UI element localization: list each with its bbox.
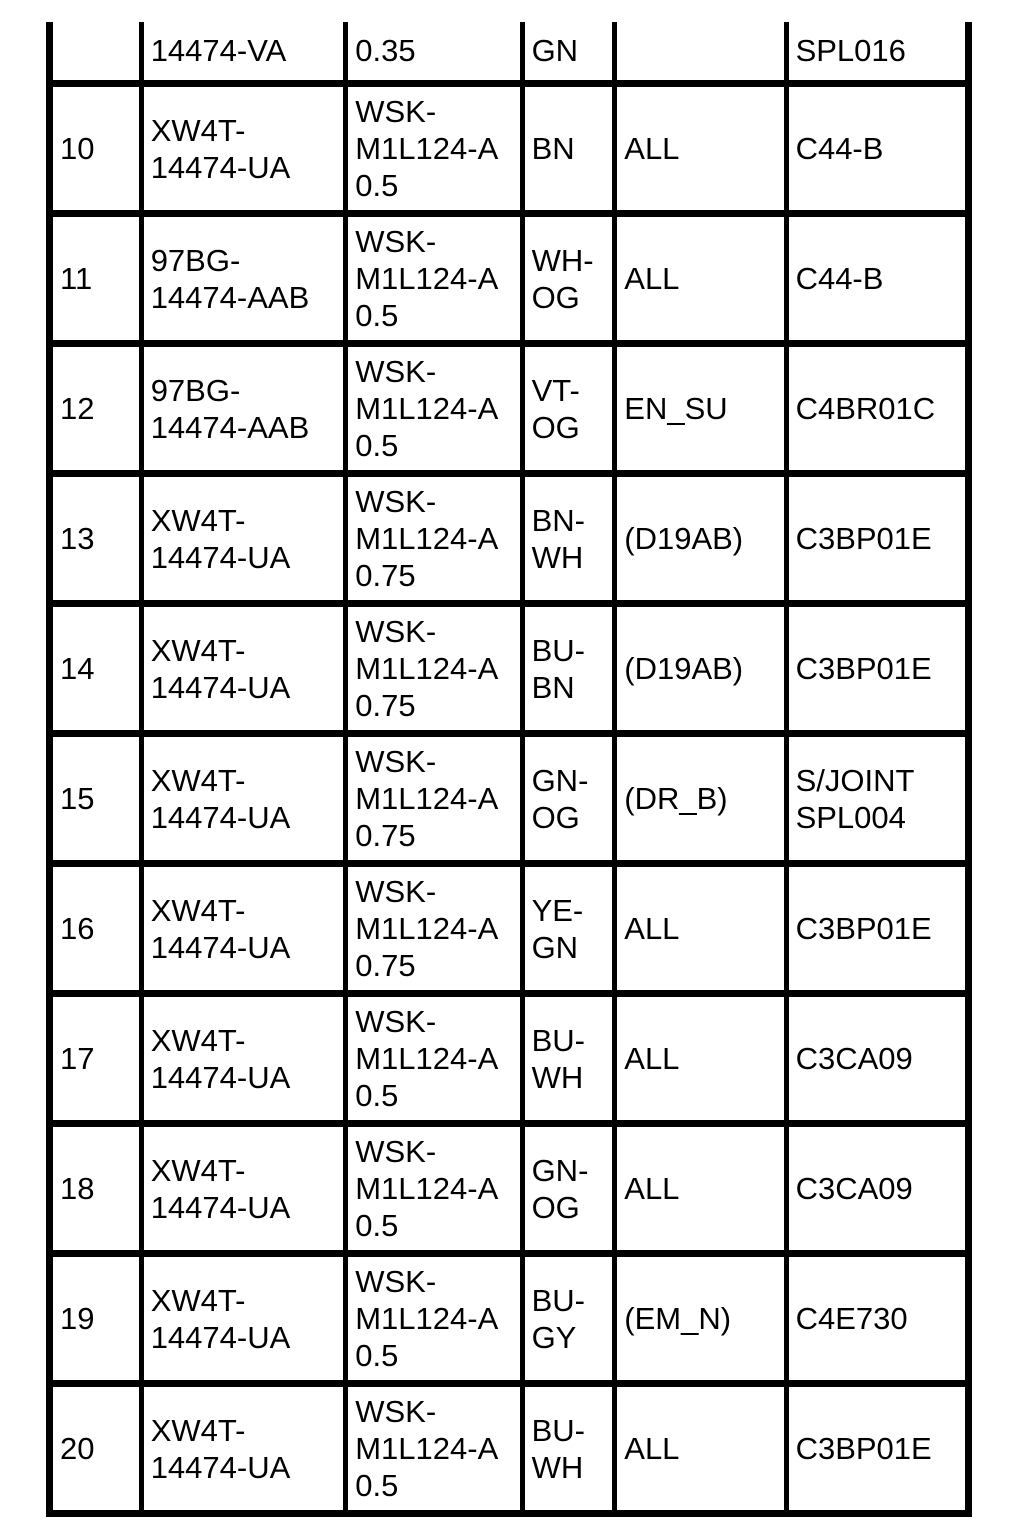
part-number-cell: XW4T- 14474-UA xyxy=(141,864,346,994)
pin-cell: 15 xyxy=(50,734,142,864)
wire-spec-cell: WSK- M1L124-A 0.5 xyxy=(346,214,522,344)
option-cell: EN_SU xyxy=(615,344,786,474)
wire-color-cell: WH- OG xyxy=(522,214,615,344)
table-row xyxy=(50,214,969,344)
option-cell: ALL xyxy=(615,994,786,1124)
wire-color-cell: BN xyxy=(522,84,615,214)
option-cell: ALL xyxy=(615,84,786,214)
destination-cell: S/JOINT SPL004 xyxy=(786,734,968,864)
wire-spec-cell: WSK- M1L124-A 0.75 xyxy=(346,474,522,604)
pin-cell: 14 xyxy=(50,604,142,734)
part-number-cell: 14474-VA xyxy=(141,22,346,84)
destination-cell: C44-B xyxy=(786,214,968,344)
destination-cell: SPL016 xyxy=(786,22,968,84)
wire-color-cell: VT- OG xyxy=(522,344,615,474)
part-number-cell: XW4T- 14474-UA xyxy=(141,1254,346,1384)
table-row xyxy=(50,994,969,1124)
wire-color-cell: BU- BN xyxy=(522,604,615,734)
pin-cell: 11 xyxy=(50,214,142,344)
destination-cell: C3BP01E xyxy=(795,1431,932,1466)
wire-spec-cell: WSK- M1L124-A 0.5 xyxy=(346,1254,522,1384)
table-row xyxy=(50,84,969,214)
pin-cell: 17 xyxy=(50,994,142,1124)
option-cell xyxy=(615,22,786,84)
wire-color-cell: BN- WH xyxy=(522,474,615,604)
wire-color-cell: BU- GY xyxy=(522,1254,615,1384)
destination-cell: C4BR01C xyxy=(786,344,968,474)
table-row xyxy=(50,604,969,734)
part-number-cell: 97BG- 14474-AAB xyxy=(141,344,346,474)
wire-spec-cell: WSK- M1L124-A 0.75 xyxy=(346,734,522,864)
table-row xyxy=(50,1254,969,1384)
option-cell: (D19AB) xyxy=(615,604,786,734)
table-row xyxy=(50,864,969,994)
table-row xyxy=(50,1124,969,1254)
part-number-cell: 97BG- 14474-AAB xyxy=(141,214,346,344)
wire-connection-table xyxy=(46,22,972,1517)
destination-cell: C3BP01E xyxy=(786,474,968,604)
destination-cell: C3CA09 xyxy=(786,994,968,1124)
wire-spec-cell: WSK- M1L124-A 0.5 xyxy=(346,1124,522,1254)
option-cell: ALL xyxy=(615,1384,786,1514)
pin-cell: 19 xyxy=(50,1254,142,1384)
option-cell: ALL xyxy=(615,1124,786,1254)
wire-color-cell: GN xyxy=(522,22,615,84)
table-row xyxy=(50,22,969,84)
destination-cell: C3BP01E xyxy=(786,864,968,994)
part-number-cell: XW4T- 14474-UA xyxy=(141,604,346,734)
part-number-cell: XW4T- 14474-UA xyxy=(141,734,346,864)
pin-cell: 13 xyxy=(50,474,142,604)
wire-spec-cell: WSK- M1L124-A 0.5 xyxy=(346,1384,522,1514)
wire-spec-cell: WSK- M1L124-A 0.75 xyxy=(346,604,522,734)
option-cell: ALL xyxy=(615,864,786,994)
destination-cell: C3CA09 xyxy=(786,1124,968,1254)
wire-color-cell: GN- OG xyxy=(522,1124,615,1254)
part-number-cell: XW4T- 14474-UA xyxy=(141,994,346,1124)
wire-color-cell: BU- WH xyxy=(522,1384,615,1514)
part-number-cell: XW4T- 14474-UA xyxy=(141,1124,346,1254)
pin-cell xyxy=(50,22,142,84)
pin-cell: 18 xyxy=(50,1124,142,1254)
option-cell: (D19AB) xyxy=(615,474,786,604)
table-row xyxy=(50,474,969,604)
table-row xyxy=(50,344,969,474)
pin-cell: 20 xyxy=(50,1384,142,1514)
pin-cell: 10 xyxy=(50,84,142,214)
pin-cell: 16 xyxy=(50,864,142,994)
part-number-cell: XW4T- 14474-UA xyxy=(141,1384,346,1514)
table-row xyxy=(50,1384,969,1514)
option-cell: (DR_B) xyxy=(615,734,786,864)
destination-cell: C3BP01E xyxy=(786,604,968,734)
part-number-cell: XW4T- 14474-UA xyxy=(141,474,346,604)
part-number-cell: XW4T- 14474-UA xyxy=(141,84,346,214)
destination-cell: C44-B xyxy=(786,84,968,214)
pin-cell: 12 xyxy=(50,344,142,474)
wire-color-cell: BU- WH xyxy=(522,994,615,1124)
wire-color-cell: YE- GN xyxy=(522,864,615,994)
wire-color-cell: GN- OG xyxy=(522,734,615,864)
option-cell: ALL xyxy=(615,214,786,344)
wire-spec-cell: WSK- M1L124-A 0.5 xyxy=(346,344,522,474)
destination-cell: C4E730 xyxy=(786,1254,968,1384)
wire-spec-cell: WSK- M1L124-A 0.5 xyxy=(346,84,522,214)
wire-spec-cell: 0.35 xyxy=(346,22,522,84)
option-cell: (EM_N) xyxy=(615,1254,786,1384)
table-row xyxy=(50,734,969,864)
wire-spec-cell: WSK- M1L124-A 0.75 xyxy=(346,864,522,994)
wire-spec-cell: WSK- M1L124-A 0.5 xyxy=(346,994,522,1124)
